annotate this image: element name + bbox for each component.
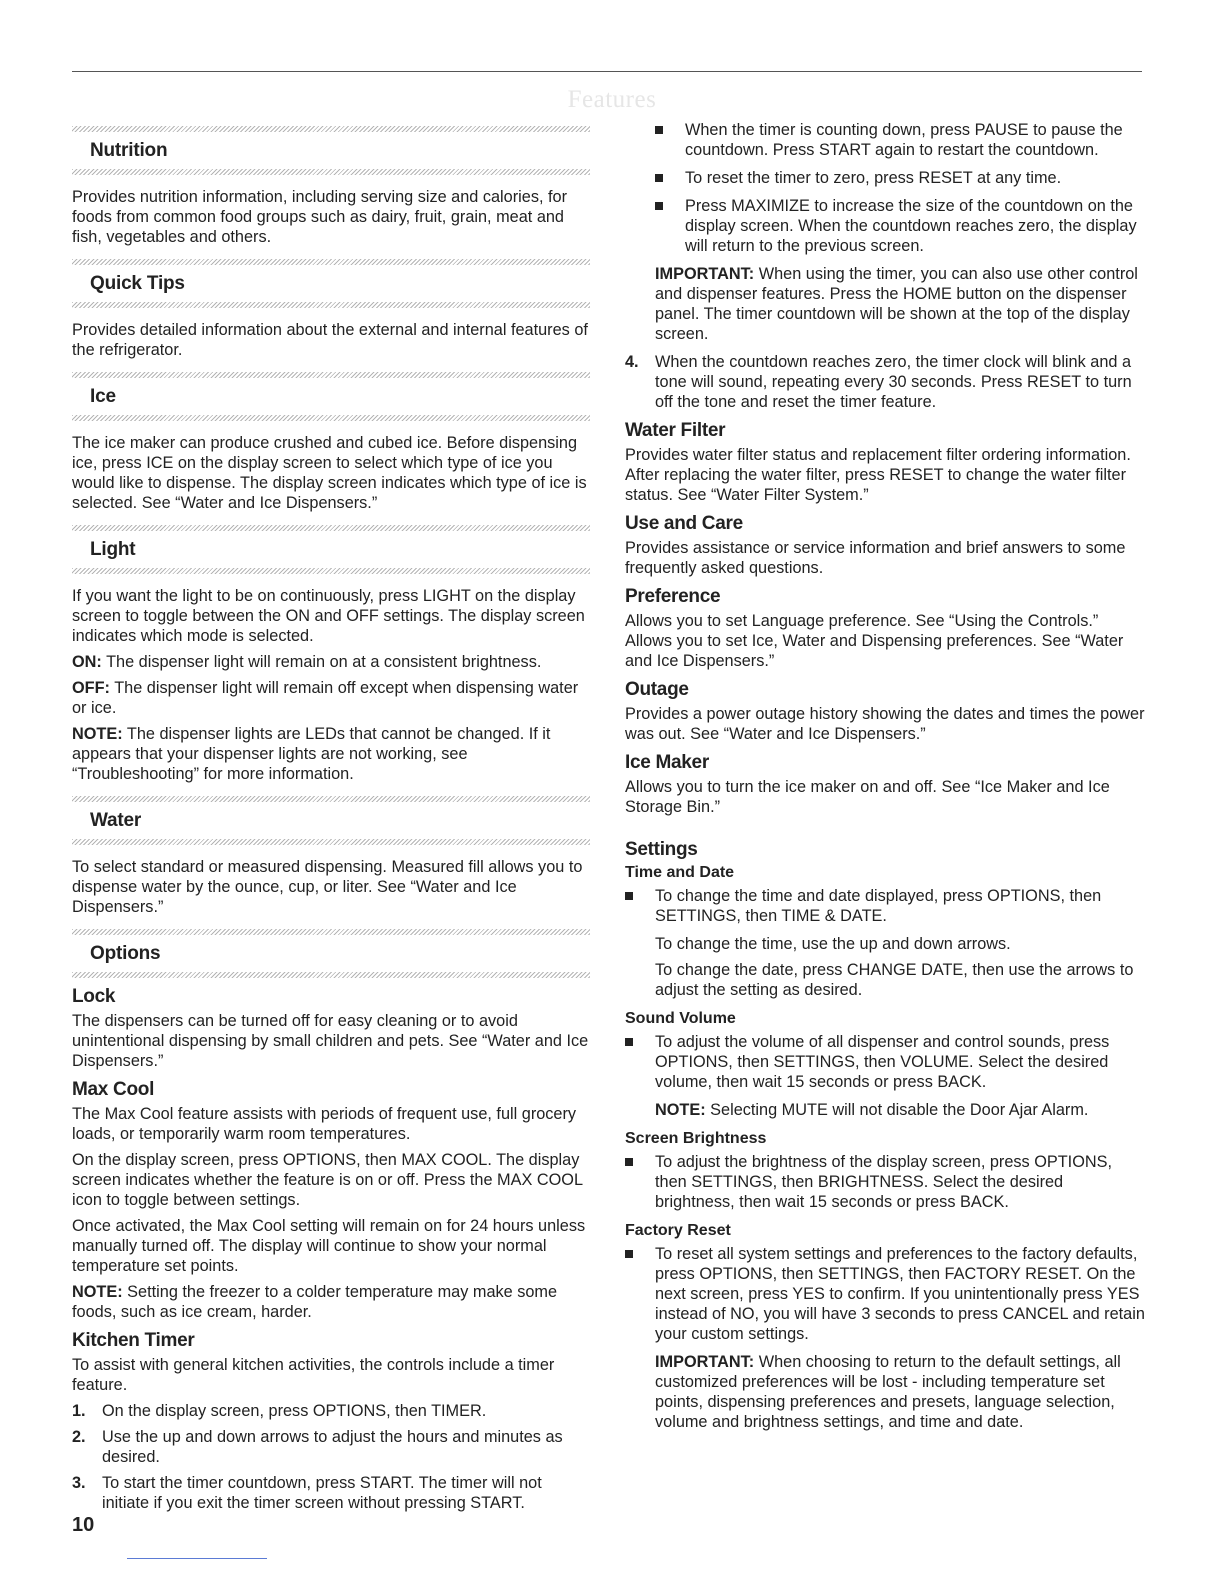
page-header: Features	[567, 86, 657, 113]
section-title: Nutrition	[90, 140, 168, 161]
right-column	[625, 120, 1145, 1438]
section-body: Provides detailed information about the external and internal features of the refrigerator.	[72, 321, 588, 359]
lock-title: Lock	[72, 986, 116, 1007]
step-number: 2.	[72, 1428, 86, 1446]
list-item: To reset all system settings and preferences to the factory defaults, press OPTIONS, then SETTINGS, then FACTORY RESET. On the next screen, press YES to confirm. If you unintentionally press YES instead of NO, you will have 3 seconds to press CANCEL and retain your custom settings.	[625, 1244, 1145, 1344]
screen-brightness-bullets	[625, 1152, 1145, 1212]
factory-reset-bullets	[625, 1244, 1145, 1344]
section-band	[72, 929, 590, 935]
section-body: To select standard or measured dispensing. Measured fill allows you to dispense water by the ounce, cup, or liter. See “Water and Ice Dispensers.”	[72, 858, 583, 916]
sound-volume-bullets	[625, 1032, 1145, 1092]
step-text: When the countdown reaches zero, the timer clock will blink and a tone will sound, repeating every 30 seconds. Press RESET to turn off the tone and reset the timer feature.	[655, 353, 1132, 411]
lock-body: The dispensers can be turned off for easy cleaning or to avoid unintentional dispensing by small children and pets. See “Water and Ice Dispensers.”	[72, 1012, 589, 1070]
preference-body: Allows you to set Language preference. See “Using the Controls.” Allows you to set Ice, Water and Dispensing preferences. See “Water and Ice Dispensers.”	[625, 612, 1124, 670]
text: Setting the freezer to a colder temperature may make some foods, such as ice cream, harder.	[72, 1283, 558, 1321]
step-number: 1.	[72, 1402, 86, 1420]
factory-reset-title: Factory Reset	[625, 1222, 731, 1239]
list-item: To adjust the volume of all dispenser and control sounds, press OPTIONS, then SETTINGS, then VOLUME. Select the desired volume, then wait 15 seconds or press BACK.	[625, 1032, 1145, 1092]
time-date-bullets	[625, 886, 1145, 926]
kitchen-timer-intro: To assist with general kitchen activities, the controls include a timer feature.	[72, 1356, 555, 1394]
ice-maker-title: Ice Maker	[625, 752, 709, 773]
label: OFF:	[72, 679, 110, 697]
use-and-care-body: Provides assistance or service information and brief answers to some frequently asked questions.	[625, 539, 1126, 577]
top-rule	[72, 71, 1142, 72]
list-item	[625, 352, 1145, 412]
time-date-p2: To change the date, press CHANGE DATE, then use the arrows to adjust the setting as desired.	[655, 961, 1134, 999]
max-cool-note	[72, 1282, 590, 1322]
text: Selecting MUTE will not disable the Door Ajar Alarm.	[705, 1101, 1089, 1119]
water-section	[72, 796, 590, 917]
sound-volume-title: Sound Volume	[625, 1010, 736, 1027]
screen-brightness-title: Screen Brightness	[625, 1130, 767, 1147]
footer-link-underline	[127, 1558, 267, 1559]
section-title: Light	[90, 539, 136, 560]
max-cool-title: Max Cool	[72, 1079, 155, 1100]
section-band	[72, 372, 590, 378]
step-text: Use the up and down arrows to adjust the hours and minutes as desired.	[102, 1428, 563, 1466]
list-item: To adjust the brightness of the display screen, press OPTIONS, then SETTINGS, then BRIGHTNESS. Select the desired brightness, then wait 15 seconds or press BACK.	[625, 1152, 1145, 1212]
section-band	[72, 796, 590, 802]
max-cool-p1: The Max Cool feature assists with periods of frequent use, full grocery loads, or temporarily warm room temperatures.	[72, 1105, 577, 1143]
label: NOTE:	[655, 1101, 706, 1119]
label: IMPORTANT:	[655, 1353, 755, 1371]
text: The dispenser light will remain on at a consistent brightness.	[101, 653, 542, 671]
section-body: The ice maker can produce crushed and cubed ice. Before dispensing ice, press ICE on the display screen to select which type of ice you would like to dispense. The display screen indicates which type of ice is selected. See “Water and Ice Dispensers.”	[72, 434, 587, 512]
outage-body: Provides a power outage history showing the dates and times the power was out. See “Water and Ice Dispensers.”	[625, 705, 1145, 743]
water-filter-body: Provides water filter status and replacement filter ordering information. After replacing the water filter, press RESET to change the water filter status. See “Water Filter System.”	[625, 446, 1131, 504]
page-number: 10	[72, 1514, 95, 1536]
section-band	[72, 839, 590, 845]
timer-important	[625, 264, 1145, 344]
section-title: Water	[90, 810, 142, 831]
section-band	[72, 259, 590, 265]
section-band	[72, 126, 590, 132]
ice-section	[72, 372, 590, 513]
step-text: To start the timer countdown, press START. The timer will not initiate if you exit the timer screen without pressing START.	[102, 1474, 542, 1512]
step-number: 3.	[72, 1474, 86, 1492]
light-section	[72, 525, 590, 784]
nutrition-section	[72, 126, 590, 247]
text: The dispenser light will remain off except when dispensing water or ice.	[72, 679, 579, 717]
section-band	[72, 302, 590, 308]
light-note	[72, 724, 590, 784]
max-cool-p2: On the display screen, press OPTIONS, then MAX COOL. The display screen indicates whether the feature is on or off. Press the MAX COOL icon to toggle between settings.	[72, 1151, 583, 1209]
list-item: To change the time and date displayed, press OPTIONS, then SETTINGS, then TIME & DATE.	[625, 886, 1145, 926]
use-and-care-title: Use and Care	[625, 513, 743, 534]
preference-title: Preference	[625, 586, 721, 607]
section-band	[72, 972, 590, 978]
outage-title: Outage	[625, 679, 689, 700]
factory-reset-important	[625, 1352, 1145, 1432]
kitchen-timer-title: Kitchen Timer	[72, 1330, 195, 1351]
step-text: On the display screen, press OPTIONS, then TIMER.	[102, 1402, 487, 1420]
timer-bullets	[625, 120, 1145, 256]
settings-title: Settings	[625, 839, 698, 860]
section-band	[72, 525, 590, 531]
light-on-text	[72, 652, 590, 672]
options-section	[72, 929, 590, 1513]
section-body: Provides nutrition information, including serving size and calories, for foods from common food groups such as dairy, fruit, grain, meat and fish, vegetables and others.	[72, 188, 568, 246]
time-date-p1: To change the time, use the up and down arrows.	[655, 935, 1011, 953]
section-body: If you want the light to be on continuously, press LIGHT on the display screen to toggle between the ON and OFF settings. The display screen indicates which mode is selected.	[72, 587, 585, 645]
label: ON:	[72, 653, 102, 671]
kitchen-timer-steps	[72, 1401, 590, 1513]
list-item	[72, 1427, 590, 1467]
time-date-title: Time and Date	[625, 864, 735, 881]
section-band	[72, 415, 590, 421]
text: When choosing to return to the default settings, all customized preferences will be lost - including temperature set points, dispensing preferences and presets, language selection, volume and brightness settings, and time and date.	[655, 1353, 1121, 1431]
step-number: 4.	[625, 353, 639, 371]
list-item: Press MAXIMIZE to increase the size of the countdown on the display screen. When the countdown reaches zero, the display will return to the previous screen.	[655, 196, 1145, 256]
text: The dispenser lights are LEDs that cannot be changed. If it appears that your dispenser lights are not working, see “Troubleshooting” for more information.	[72, 725, 551, 783]
water-filter-title: Water Filter	[625, 420, 726, 441]
quick-tips-section	[72, 259, 590, 360]
max-cool-p3: Once activated, the Max Cool setting will remain on for 24 hours unless manually turned off. The display will continue to show your normal temperature set points.	[72, 1217, 586, 1275]
section-title: Ice	[90, 386, 116, 407]
label: NOTE:	[72, 1283, 123, 1301]
section-band	[72, 169, 590, 175]
section-title: Options	[90, 943, 161, 964]
ice-maker-body: Allows you to turn the ice maker on and off. See “Ice Maker and Ice Storage Bin.”	[625, 778, 1110, 816]
text: When using the timer, you can also use other control and dispenser features. Press the HOME button on the dispenser panel. The timer countdown will be shown at the top of the display screen.	[655, 265, 1138, 343]
list-item: When the timer is counting down, press PAUSE to pause the countdown. Press START again to restart the countdown.	[655, 120, 1145, 160]
left-column	[72, 118, 590, 1525]
list-item	[72, 1473, 590, 1513]
light-off-text	[72, 678, 590, 718]
list-item	[72, 1401, 590, 1421]
label: IMPORTANT:	[655, 265, 755, 283]
sound-volume-note	[625, 1100, 1145, 1120]
timer-step-4	[625, 352, 1145, 412]
section-title: Quick Tips	[90, 273, 185, 294]
list-item: To reset the timer to zero, press RESET at any time.	[655, 168, 1145, 188]
label: NOTE:	[72, 725, 123, 743]
section-band	[72, 568, 590, 574]
